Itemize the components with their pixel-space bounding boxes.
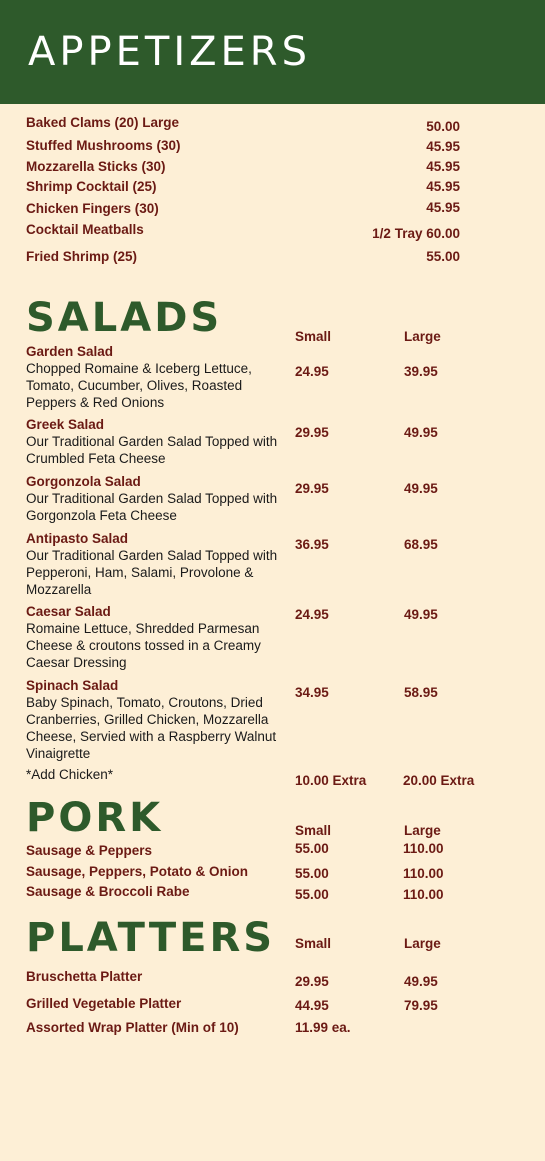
appetizer-name: Chicken Fingers (30) xyxy=(26,201,159,216)
salad-price-large: 49.95 xyxy=(404,481,438,496)
salad-price-large: 49.95 xyxy=(404,425,438,440)
salad-price-small: 24.95 xyxy=(295,364,329,379)
salad-price-small: 29.95 xyxy=(295,481,329,496)
pork-item-name: Sausage, Peppers, Potato & Onion xyxy=(26,864,249,879)
salad-name: Garden Salad xyxy=(26,344,114,359)
salad-description: Chopped Romaine & Iceberg Lettuce, Tomato, Cucumber, Olives, Roasted Peppers & Red Onions xyxy=(26,361,252,410)
appetizer-price: 50.00 xyxy=(426,119,460,134)
platter-price-small: 29.95 xyxy=(295,974,329,989)
salad-price-large: 58.95 xyxy=(404,685,438,700)
add-chicken-label: *Add Chicken* xyxy=(26,767,114,782)
appetizer-name: Fried Shrimp (25) xyxy=(26,249,138,264)
appetizer-price: 45.95 xyxy=(426,179,460,194)
pork-price-small: 55.00 xyxy=(295,887,329,902)
platter-price-large: 79.95 xyxy=(404,998,438,1013)
platter-price-large: 49.95 xyxy=(404,974,438,989)
salad-description: Our Traditional Garden Salad Topped with Pepperoni, Ham, Salami, Provolone & Mozzarella xyxy=(26,548,278,597)
appetizer-price: 55.00 xyxy=(426,249,460,264)
platter-price-small: 11.99 ea. xyxy=(295,1020,351,1035)
salads-heading: SALADS xyxy=(26,295,223,341)
appetizers-heading: APPETIZERS xyxy=(28,29,311,75)
pork-item-name: Sausage & Broccoli Rabe xyxy=(26,884,190,899)
pork-col-small: Small xyxy=(295,823,332,838)
add-chicken-small: 10.00 Extra xyxy=(295,773,367,788)
salad-price-small: 36.95 xyxy=(295,537,329,552)
salad-price-large: 39.95 xyxy=(404,364,438,379)
salad-description: Baby Spinach, Tomato, Croutons, Dried Cranberries, Grilled Chicken, Mozzarella Cheese, Servied with a Raspberry Walnut Vinaigrette xyxy=(26,695,277,761)
appetizer-name: Mozzarella Sticks (30) xyxy=(26,159,166,174)
platters-col-large: Large xyxy=(404,936,441,951)
pork-price-small: 55.00 xyxy=(295,866,329,881)
platter-name: Assorted Wrap Platter (Min of 10) xyxy=(26,1020,239,1035)
pork-item-name: Sausage & Peppers xyxy=(26,843,153,858)
salad-name: Gorgonzola Salad xyxy=(26,474,141,489)
salad-description: Our Traditional Garden Salad Topped with Gorgonzola Feta Cheese xyxy=(26,491,278,523)
pork-price-large: 110.00 xyxy=(403,841,444,856)
appetizer-name: Cocktail Meatballs xyxy=(26,222,144,237)
platter-name: Grilled Vegetable Platter xyxy=(26,996,182,1011)
salad-name: Caesar Salad xyxy=(26,604,111,619)
salad-price-small: 24.95 xyxy=(295,607,329,622)
appetizer-price: 45.95 xyxy=(426,159,460,174)
appetizer-name: Stuffed Mushrooms (30) xyxy=(26,138,181,153)
salad-name: Greek Salad xyxy=(26,417,105,432)
pork-heading: PORK xyxy=(26,795,164,841)
appetizer-name: Baked Clams (20) Large xyxy=(26,115,180,130)
salads-col-small: Small xyxy=(295,329,332,344)
add-chicken-large: 20.00 Extra xyxy=(403,773,475,788)
pork-price-large: 110.00 xyxy=(403,866,444,881)
pork-col-large: Large xyxy=(404,823,441,838)
platter-price-small: 44.95 xyxy=(295,998,329,1013)
salad-name: Spinach Salad xyxy=(26,678,119,693)
salad-name: Antipasto Salad xyxy=(26,531,129,546)
appetizer-name: Shrimp Cocktail (25) xyxy=(26,179,157,194)
salad-description: Romaine Lettuce, Shredded Parmesan Cheese & croutons tossed in a Creamy Caesar Dressing xyxy=(26,621,261,670)
pork-price-small: 55.00 xyxy=(295,841,329,856)
salad-price-large: 68.95 xyxy=(404,537,438,552)
salad-price-small: 29.95 xyxy=(295,425,329,440)
appetizer-price: 45.95 xyxy=(426,139,460,154)
salad-description: Our Traditional Garden Salad Topped with Crumbled Feta Cheese xyxy=(26,434,278,466)
pork-price-large: 110.00 xyxy=(403,887,444,902)
appetizer-price: 45.95 xyxy=(426,200,460,215)
platter-name: Bruschetta Platter xyxy=(26,969,143,984)
platters-col-small: Small xyxy=(295,936,332,951)
salads-col-large: Large xyxy=(404,329,441,344)
salad-price-small: 34.95 xyxy=(295,685,329,700)
salad-price-large: 49.95 xyxy=(404,607,438,622)
appetizers-banner xyxy=(0,0,545,104)
appetizer-price: 1/2 Tray 60.00 xyxy=(372,226,460,241)
platters-heading: PLATTERS xyxy=(26,915,276,961)
